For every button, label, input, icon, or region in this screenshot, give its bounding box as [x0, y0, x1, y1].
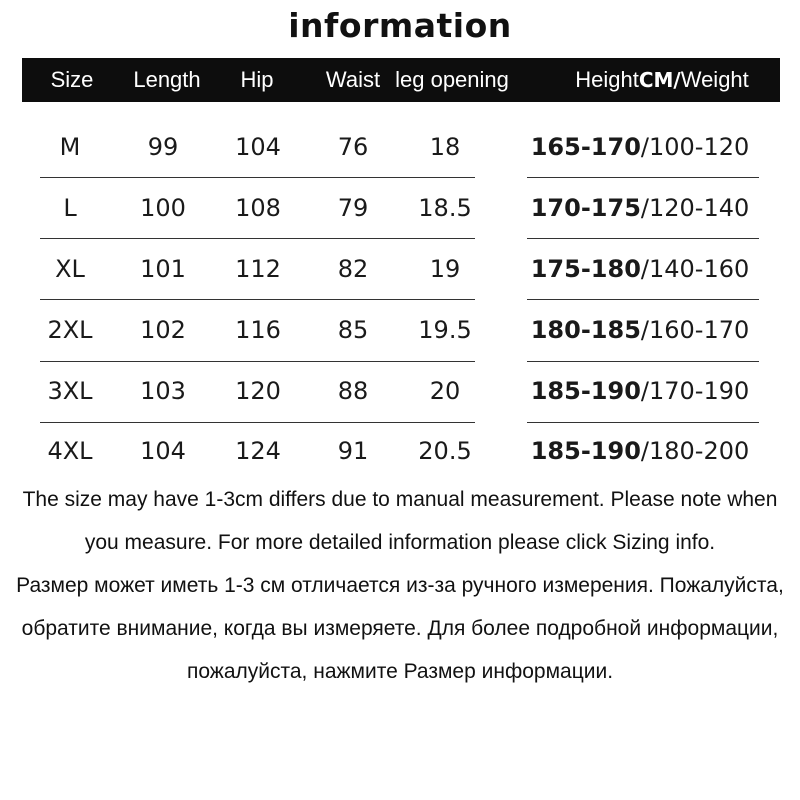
cell-leg-opening: 18.5: [418, 194, 472, 222]
cell-leg-opening: 19.5: [418, 316, 472, 344]
cell-weight: /170-190: [640, 377, 750, 405]
cell-size: XL: [55, 255, 85, 283]
cell-height: 165-170: [530, 133, 641, 161]
cell-hip: 112: [235, 255, 281, 283]
cell-hip: 124: [235, 437, 281, 465]
cell-height-weight: [520, 117, 760, 177]
note-english: The size may have 1-3cm differs due to manual measurement. Please note when you measure. For more detailed information please click Sizing info.: [22, 488, 778, 554]
table-row: [0, 117, 800, 177]
cell-length: 104: [140, 437, 186, 465]
cell-size: 2XL: [47, 316, 93, 344]
cell-height-weight: [520, 421, 760, 481]
header-hip: Hip: [240, 67, 274, 92]
cell-weight: /180-200: [640, 437, 750, 465]
table-row: [0, 300, 800, 360]
page-title: information: [288, 6, 512, 45]
table-row: [0, 361, 800, 421]
header-waist: Waist: [325, 67, 381, 92]
cell-length: 103: [140, 377, 186, 405]
note-russian: Размер может иметь 1-3 см отличается из-за ручного измерения. Пожалуйста, обратите внимание, когда вы измеряете. Для более подробной информации, пожалуйста, нажмите Размер информации.: [16, 574, 784, 683]
cell-hip: 116: [235, 316, 281, 344]
cell-height-weight: [520, 361, 760, 421]
cell-length: 99: [147, 133, 179, 161]
cell-size: L: [63, 194, 77, 222]
cell-height: 175-180: [530, 255, 641, 283]
cell-height: 185-190: [530, 377, 641, 405]
header-length: Length: [133, 67, 201, 92]
cell-length: 100: [140, 194, 186, 222]
cell-weight: /140-160: [640, 255, 750, 283]
cell-hip: 104: [235, 133, 281, 161]
cell-weight: /120-140: [640, 194, 750, 222]
header-size: Size: [50, 67, 94, 92]
cell-weight: /100-120: [640, 133, 750, 161]
table-row: [0, 421, 800, 481]
cell-height: 170-175: [530, 194, 641, 222]
cell-weight: /160-170: [640, 316, 750, 344]
cell-size: M: [59, 133, 81, 161]
header-weight: Weight: [680, 67, 749, 92]
cell-length: 101: [140, 255, 186, 283]
cell-waist: 79: [337, 194, 369, 222]
cell-waist: 82: [337, 255, 369, 283]
table-row: [0, 239, 800, 299]
cell-hip: 108: [235, 194, 281, 222]
cell-leg-opening: 20.5: [418, 437, 472, 465]
cell-waist: 85: [337, 316, 369, 344]
cell-waist: 76: [337, 133, 369, 161]
cell-waist: 88: [337, 377, 369, 405]
cell-height: 185-190: [530, 437, 641, 465]
header-leg-opening: leg opening: [395, 67, 509, 92]
cell-waist: 91: [337, 437, 369, 465]
cell-leg-opening: 19: [429, 255, 461, 283]
header-cm-unit: CM/: [638, 68, 681, 92]
cell-height-weight: [520, 178, 760, 238]
header-height: Height: [575, 67, 639, 92]
cell-length: 102: [140, 316, 186, 344]
cell-height: 180-185: [530, 316, 641, 344]
cell-leg-opening: 20: [429, 377, 461, 405]
cell-height-weight: [520, 239, 760, 299]
cell-leg-opening: 18: [429, 133, 461, 161]
header-height-weight: [542, 58, 782, 102]
cell-size: 3XL: [47, 377, 93, 405]
cell-hip: 120: [235, 377, 281, 405]
size-notes: [10, 478, 790, 693]
cell-size: 4XL: [47, 437, 93, 465]
cell-height-weight: [520, 300, 760, 360]
table-row: [0, 178, 800, 238]
table-header: [22, 58, 780, 102]
